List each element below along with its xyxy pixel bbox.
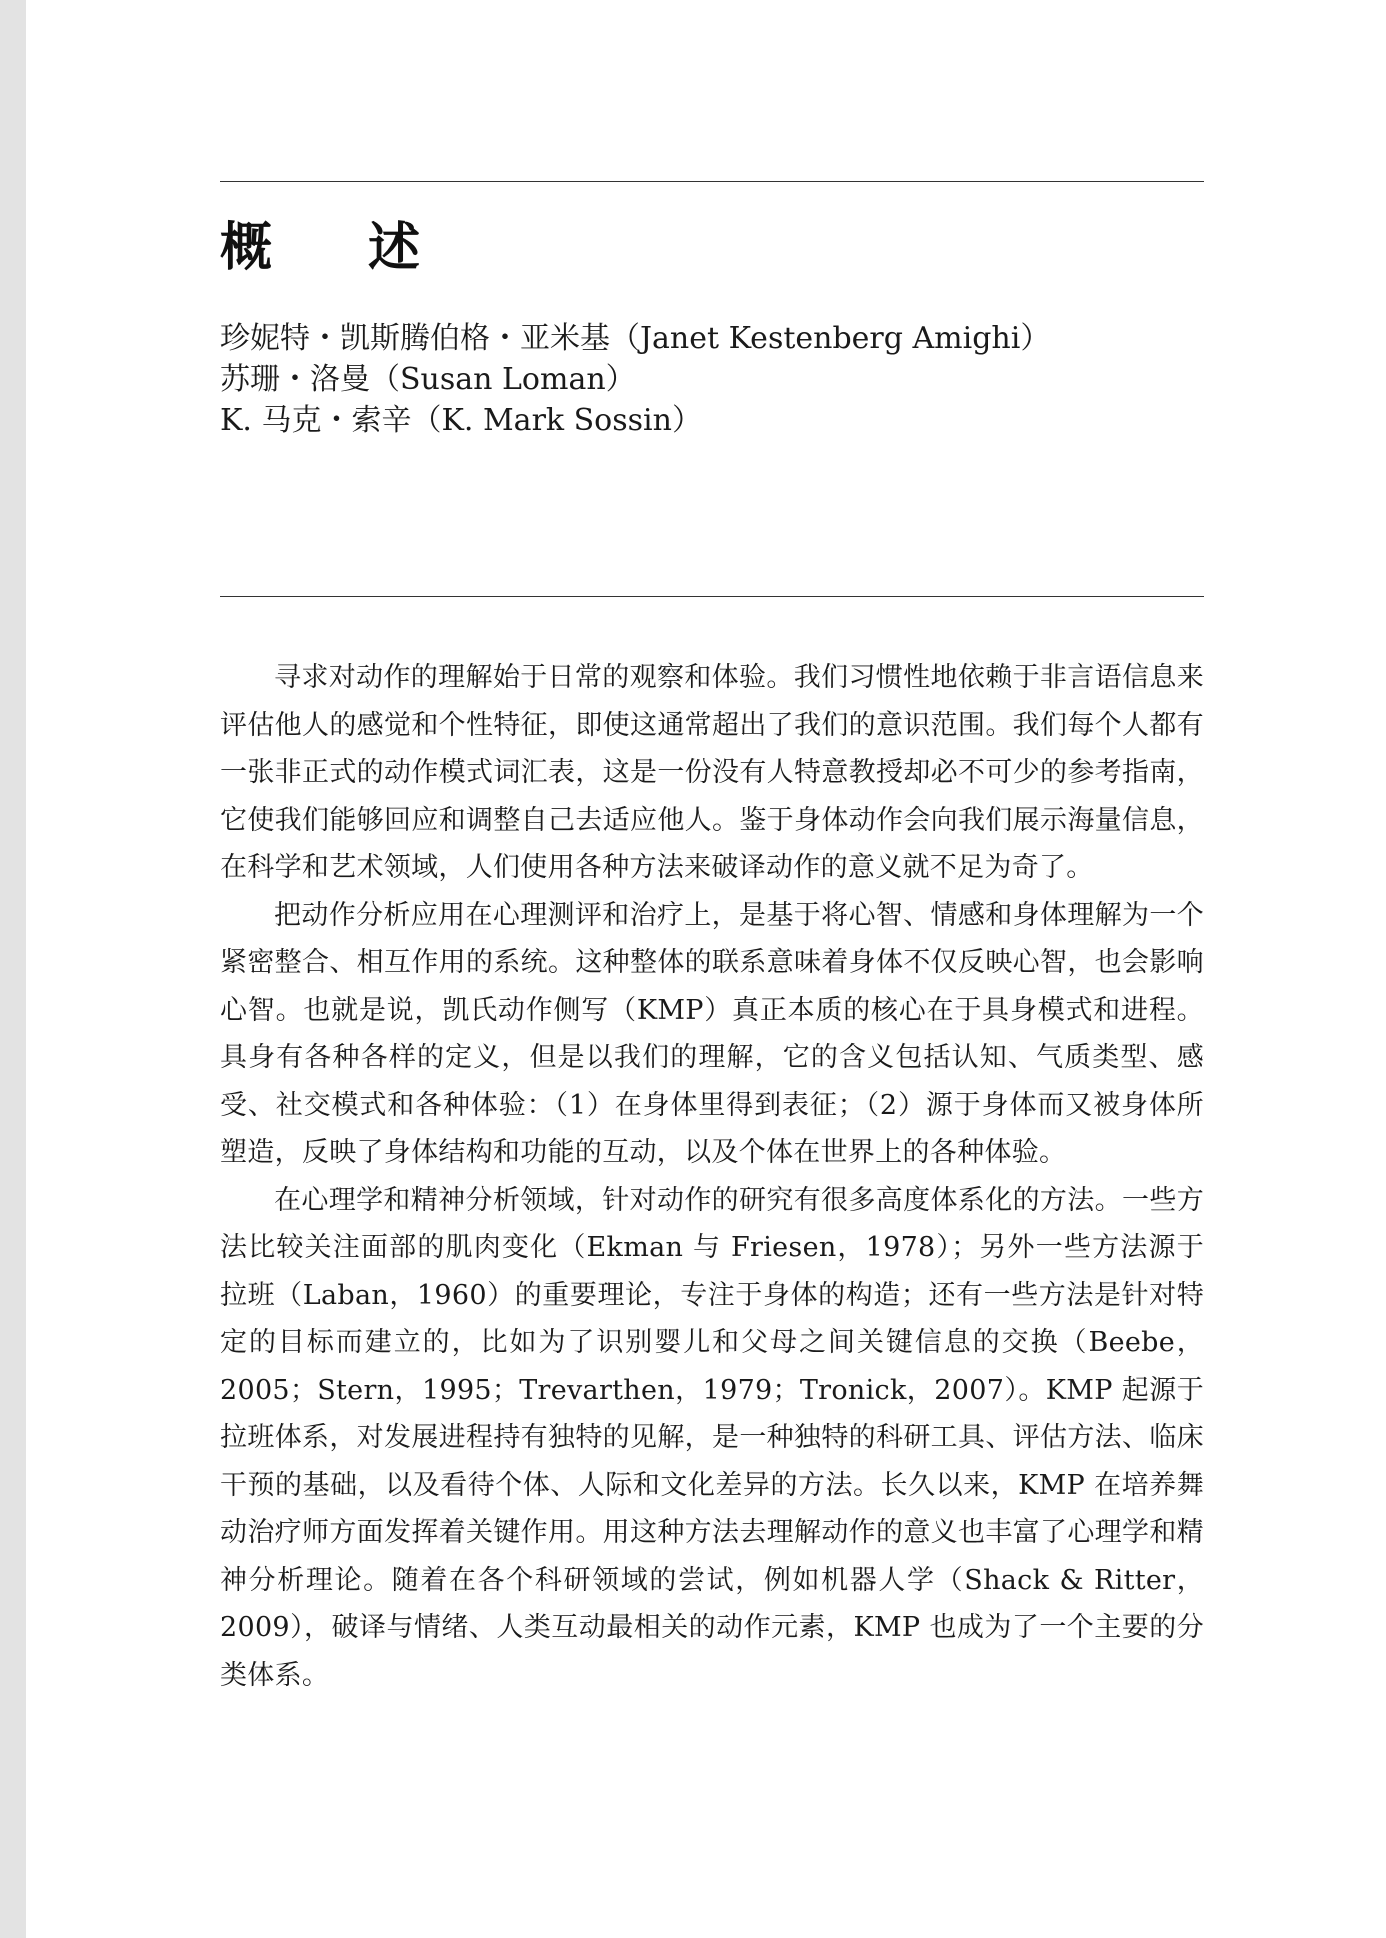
body-text [220,654,1204,1699]
top-rule [220,181,1204,182]
chapter-title-char-2: 述 [368,218,421,278]
author-line: 珍妮特・凯斯腾伯格・亚米基（Janet Kestenberg Amighi） [220,321,1051,356]
paragraph: 在心理学和精神分析领域，针对动作的研究有很多高度体系化的方法。一些方法比较关注面部的肌肉变化（Ekman 与 Friesen，1978）；另外一些方法源于拉班（Laban，1960）的重要理论，专注于身体的构造；还有一些方法是针对特定的目标而建立的，比如为了识别婴儿和父母之间关键信息的交换（Beebe，2005；Stern，1995；Trevarthen，1979；Tronick，2007）。KMP 起源于拉班体系，对发展进程持有独特的见解，是一种独特的科研工具、评估方法、临床干预的基础，以及看待个体、人际和文化差异的方法。长久以来，KMP 在培养舞动治疗师方面发挥着关键作用。用这种方法去理解动作的意义也丰富了心理学和精神分析理论。随着在各个科研领域的尝试，例如机器人学（Shack & Ritter，2009），破译与情绪、人类互动最相关的动作元素，KMP 也成为了一个主要的分类体系。 [220,1184,1204,1691]
chapter-title-char-1: 概 [220,218,273,278]
author-list [220,318,1204,441]
paragraph: 寻求对动作的理解始于日常的观察和体验。我们习惯性地依赖于非言语信息来评估他人的感觉和个性特征，即使这通常超出了我们的意识范围。我们每个人都有一张非正式的动作模式词汇表，这是一份没有人特意教授却必不可少的参考指南，它使我们能够回应和调整自己去适应他人。鉴于身体动作会向我们展示海量信息，在科学和艺术领域，人们使用各种方法来破译动作的意义就不足为奇了。 [220,662,1204,883]
chapter-title [220,212,420,284]
paragraph: 把动作分析应用在心理测评和治疗上，是基于将心智、情感和身体理解为一个紧密整合、相互作用的系统。这种整体的联系意味着身体不仅反映心智，也会影响心智。也就是说，凯氏动作侧写（KMP）真正本质的核心在于具身模式和进程。具身有各种各样的定义，但是以我们的理解，它的含义包括认知、气质类型、感受、社交模式和各种体验：（1）在身体里得到表征；（2）源于身体而又被身体所塑造，反映了身体结构和功能的互动，以及个体在世界上的各种体验。 [220,899,1204,1168]
page-edge-strip [0,0,26,1938]
author-line: K. 马克・索辛（K. Mark Sossin） [220,403,702,438]
bottom-rule [220,596,1204,597]
author-line: 苏珊・洛曼（Susan Loman） [220,362,636,397]
